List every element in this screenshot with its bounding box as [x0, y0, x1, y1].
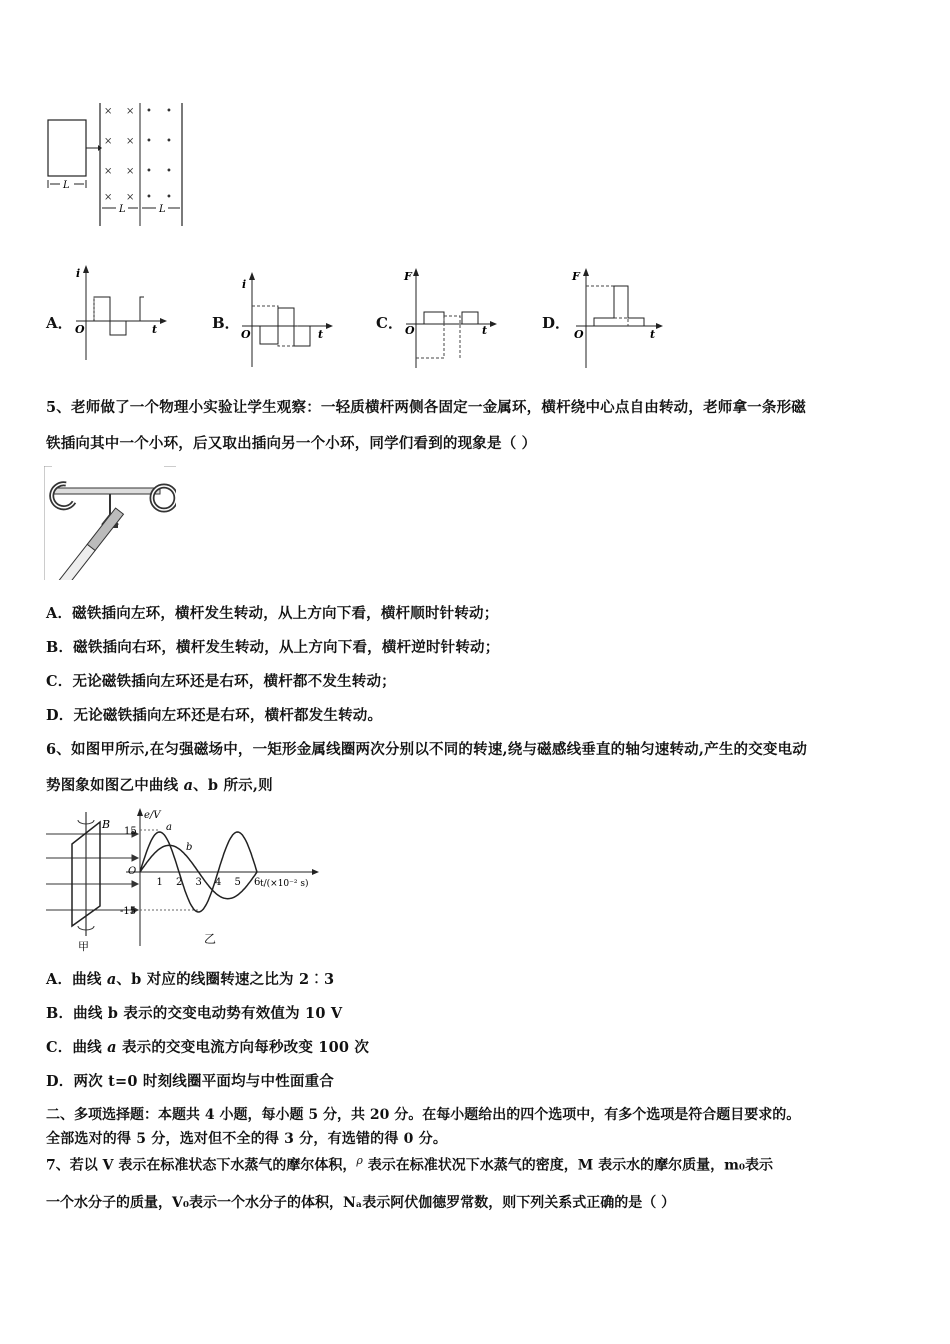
label-neg15: -15 — [120, 906, 137, 917]
cross-mark: × — [104, 192, 113, 203]
axis-y-label: F — [572, 270, 580, 283]
axis-x-label: t — [650, 328, 656, 341]
q7-part: 7、若以 V 表示在标准状态下水蒸气的摩尔体积， — [46, 1157, 357, 1174]
cross-mark: × — [126, 192, 135, 203]
loop-rectangle — [48, 120, 86, 176]
cross-mark: × — [104, 136, 113, 147]
axis-x-label: t — [482, 324, 488, 337]
curve-a-ref: a — [106, 971, 117, 988]
curve-a-ref: a — [183, 777, 194, 794]
section2-line2: 全部选对的得 5 分，选对但不全的得 3 分，有选错的得 0 分。 — [46, 1131, 448, 1147]
x-tick-label: 1 — [156, 877, 163, 888]
q6-option-c-part: C．曲线 — [46, 1039, 108, 1056]
graph-c-upper — [424, 312, 444, 324]
dot-mark: • — [146, 136, 152, 147]
q5-stem-line2: 铁插向其中一个小环，后又取出插向另一个小环，同学们看到的现象是（ ） — [46, 435, 537, 452]
label-B: B — [102, 818, 111, 831]
label-15: 15 — [124, 826, 137, 837]
q5-option-d[interactable]: D．无论磁铁插向左环还是右环，横杆都发生转动。 — [46, 707, 383, 724]
curve-a-ref: a — [107, 1039, 117, 1056]
axis-y-label: i — [76, 267, 81, 280]
cross-mark: × — [126, 166, 135, 177]
axis-y-label: F — [404, 270, 412, 283]
q6-option-a-part: 、b 对应的线圈转速之比为 2︰3 — [116, 971, 335, 988]
q5-option-a[interactable]: A．磁铁插向左环，横杆发生转动，从上方向下看，横杆顺时针转动； — [46, 605, 499, 622]
graph-d[interactable] — [568, 268, 668, 372]
q6-option-c-part: 表示的交变电流方向每秒改变 100 次 — [116, 1039, 370, 1056]
dot-mark: • — [166, 136, 172, 147]
x-tick-label: 2 — [176, 877, 183, 888]
graph-d-dashed — [586, 286, 628, 326]
emf-chart-yi — [118, 806, 328, 952]
q7-part: 表示在标准状况下水蒸气的密度，M 表示水的摩尔质量，m₀表示 — [362, 1157, 774, 1174]
label-L-field2: L — [159, 204, 166, 215]
x-tick-label: 6 — [254, 877, 261, 888]
x-tick-label: 3 — [195, 877, 202, 888]
magnet-ring-figure — [44, 466, 176, 580]
q7-line2: 一个水分子的质量，V₀表示一个水分子的体积，Nₐ表示阿伏伽德罗常数，则下列关系式正确的是（ ） — [46, 1195, 676, 1211]
x-unit-label: t/(×10⁻² s) — [260, 879, 309, 889]
axis-x-label: t — [152, 323, 158, 336]
graph-d-solid — [594, 286, 644, 326]
q6-stem-line1: 6、如图甲所示,在匀强磁场中，一矩形金属线圈两次分别以不同的转速,绕与磁感线垂直的轴匀速转动,产生的交变电动 — [46, 741, 808, 758]
q6-stem-part: 势图象如图乙中曲线 — [46, 777, 184, 794]
dot-mark: • — [146, 106, 152, 117]
curve-b-label: b — [186, 842, 193, 853]
crossbar — [54, 488, 160, 494]
x-tick-label: 4 — [215, 877, 222, 888]
option-d-label[interactable]: D． — [542, 314, 571, 332]
option-a-label[interactable]: A． — [46, 314, 73, 332]
q6-option-a-part: A．曲线 — [46, 971, 107, 988]
graph-a-curve — [86, 297, 144, 335]
graph-a[interactable] — [72, 265, 172, 365]
q5-stem-line1: 5、老师做了一个物理小实验让学生观察：一轻质横杆两侧各固定一金属环，横杆绕中心点自由转动，老师拿一条形磁 — [46, 399, 806, 416]
q6-stem-line2 — [46, 774, 273, 795]
origin-label: O — [75, 323, 85, 336]
loop-field-svg — [40, 98, 190, 230]
q6-option-b[interactable]: B．曲线 b 表示的交变电动势有效值为 10 V — [46, 1005, 343, 1022]
emf-chart-svg — [118, 806, 328, 952]
option-b-label[interactable]: B． — [212, 314, 240, 332]
caption-jia: 甲 — [78, 940, 89, 952]
curve-a-label: a — [166, 822, 172, 833]
bar-magnet — [59, 508, 124, 580]
dot-mark: • — [166, 106, 172, 117]
graph-c-upper2 — [462, 312, 478, 324]
graph-b-solid — [260, 308, 310, 346]
label-L-loop: L — [63, 180, 70, 191]
rho-symbol: ρ — [356, 1154, 363, 1167]
cross-mark: × — [104, 106, 113, 117]
label-O: O — [128, 866, 137, 877]
caption-yi: 乙 — [204, 932, 217, 946]
origin-label: O — [574, 328, 584, 341]
graph-c[interactable] — [402, 268, 502, 372]
dot-mark: • — [166, 166, 172, 177]
label-L-field1: L — [119, 204, 126, 215]
dot-mark: • — [146, 192, 152, 203]
graph-c-dashed — [416, 316, 462, 358]
q5-option-b[interactable]: B．磁铁插向右环，横杆发生转动，从上方向下看，横杆逆时针转动； — [46, 639, 500, 656]
dot-mark: • — [146, 166, 152, 177]
x-tick-label: 5 — [234, 877, 241, 888]
graph-b[interactable] — [238, 272, 338, 372]
loop-field-figure — [40, 98, 190, 230]
cross-mark: × — [126, 106, 135, 117]
label-e: e/V — [144, 810, 161, 821]
q6-option-c[interactable] — [46, 1036, 369, 1057]
q5-option-c[interactable]: C．无论磁铁插向左环还是右环，横杆都不发生转动； — [46, 673, 396, 690]
origin-label: O — [405, 324, 415, 337]
origin-label: O — [241, 328, 251, 341]
q6-option-a[interactable] — [46, 968, 334, 989]
dot-mark: • — [166, 192, 172, 203]
axis-y-label: i — [242, 278, 247, 291]
q7-line1 — [46, 1154, 773, 1175]
option-c-label[interactable]: C． — [376, 314, 403, 332]
q6-stem-part: 、b 所示,则 — [193, 777, 273, 794]
axis-x-label: t — [318, 328, 324, 341]
cross-mark: × — [104, 166, 113, 177]
cross-mark: × — [126, 136, 135, 147]
section2-line1: 二、多项选择题：本题共 4 小题，每小题 5 分，共 20 分。在每小题给出的四个选项中，有多个选项是符合题目要求的。 — [46, 1107, 801, 1123]
q6-option-d[interactable]: D．两次 t=0 时刻线圈平面均与中性面重合 — [46, 1073, 335, 1090]
